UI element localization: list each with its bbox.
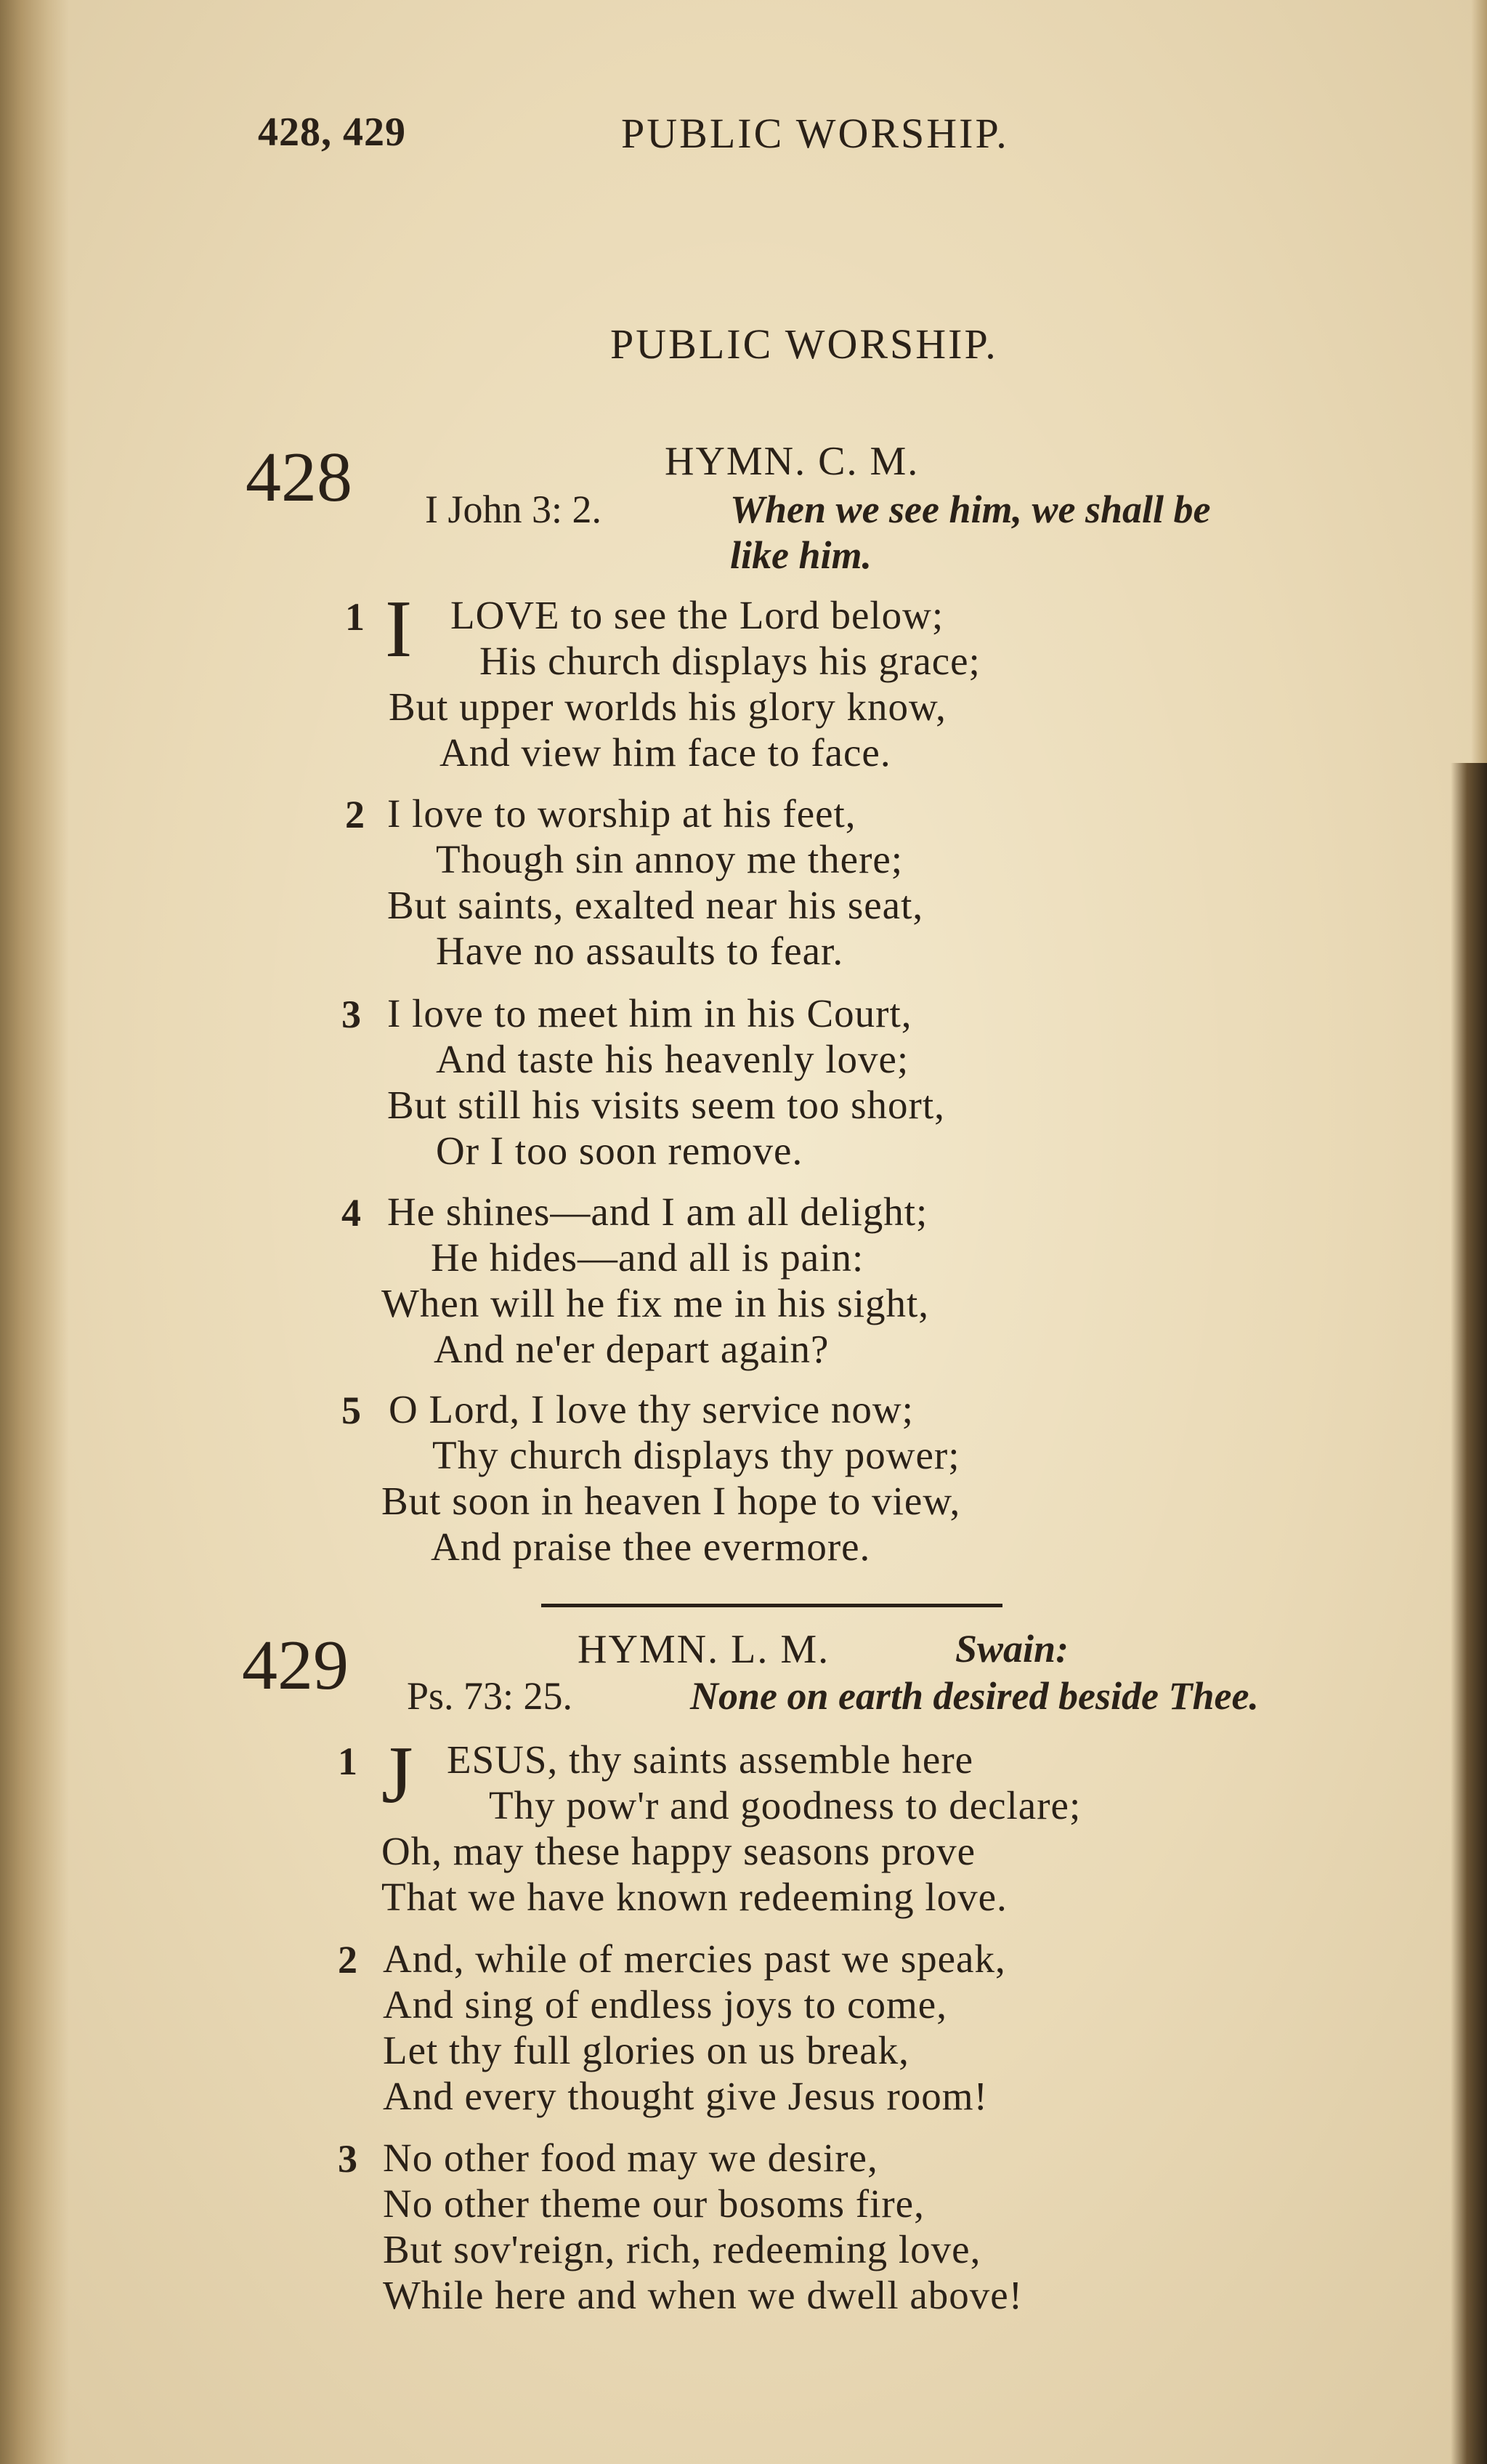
stanza-number: 5 — [341, 1389, 361, 1432]
stanza-number: 2 — [345, 793, 365, 836]
verse-line: No other food may we desire, — [383, 2136, 878, 2180]
stanza-number: 4 — [341, 1191, 361, 1235]
hymn-number: 429 — [242, 1626, 349, 1705]
verse-line: He shines—and I am all delight; — [387, 1189, 928, 1234]
epigraph-line-1: When we see him, we shall be — [730, 488, 1211, 531]
verse-line: Thy pow'r and goodness to declare; — [489, 1783, 1082, 1827]
verse-line: And, while of mercies past we speak, — [383, 1936, 1006, 1981]
header-page-numbers: 428, 429 — [258, 110, 406, 155]
verse-line: And praise thee evermore. — [431, 1524, 871, 1569]
verse-line: Oh, may these happy seasons prove — [381, 1829, 976, 1873]
hymn-divider — [541, 1604, 1002, 1607]
verse-line: And ne'er depart again? — [434, 1327, 830, 1371]
verse-line: But sov'reign, rich, redeeming love, — [383, 2227, 981, 2271]
stanza-number: 3 — [338, 2137, 357, 2181]
epigraph-line-1: None on earth desired beside Thee. — [690, 1674, 1259, 1718]
verse-line: Let thy full glories on us break, — [383, 2028, 909, 2072]
drop-cap: I — [385, 584, 413, 674]
header-running-title: PUBLIC WORSHIP. — [621, 110, 1009, 157]
section-title: PUBLIC WORSHIP. — [610, 320, 998, 368]
stanza-number: 3 — [341, 993, 361, 1036]
stanza-number: 1 — [338, 1740, 357, 1783]
verse-line: I love to meet him in his Court, — [387, 991, 912, 1035]
drop-cap: J — [381, 1730, 413, 1820]
verse-line: No other theme our bosoms fire, — [383, 2181, 925, 2226]
verse-line: I love to worship at his feet, — [387, 791, 856, 836]
hymn-heading: HYMN. L. M. — [578, 1627, 830, 1672]
epigraph-line-2: like him. — [730, 533, 872, 577]
verse-line: He hides—and all is pain: — [431, 1235, 864, 1280]
verse-line: And view him face to face. — [439, 730, 891, 775]
epigraph-continued — [730, 533, 872, 578]
verse-line: While here and when we dwell above! — [383, 2273, 1024, 2317]
verse-line: That we have known redeeming love. — [381, 1875, 1008, 1919]
verse-line: But saints, exalted near his seat, — [387, 883, 924, 927]
verse-line: Or I too soon remove. — [436, 1128, 803, 1173]
tune-name-text: Swain: — [955, 1627, 1069, 1671]
verse-line: Though sin annoy me there; — [436, 837, 904, 881]
epigraph — [690, 1673, 1259, 1718]
verse-line: LOVE to see the Lord below; — [450, 593, 944, 637]
scripture-reference: Ps. 73: 25. — [407, 1674, 573, 1718]
page-edge-shadow-top — [1471, 0, 1487, 763]
page-binding-shadow — [0, 0, 69, 2464]
verse-line: O Lord, I love thy service now; — [389, 1387, 914, 1431]
verse-line: But still his visits seem too short, — [387, 1083, 945, 1127]
verse-line: ESUS, thy saints assemble here — [447, 1737, 974, 1782]
verse-line: And sing of endless joys to come, — [383, 1982, 947, 2027]
verse-line: Have no assaults to fear. — [436, 929, 844, 973]
verse-line: When will he fix me in his sight, — [381, 1281, 930, 1325]
tune-name — [955, 1626, 1069, 1671]
verse-line: And every thought give Jesus room! — [383, 2074, 988, 2118]
verse-line: Thy church displays thy power; — [432, 1433, 960, 1477]
hymn-number: 428 — [246, 438, 352, 517]
verse-line: But soon in heaven I hope to view, — [381, 1479, 961, 1523]
hymn-heading: HYMN. C. M. — [665, 439, 920, 484]
scripture-reference: I John 3: 2. — [425, 488, 601, 531]
verse-line: And taste his heavenly love; — [436, 1037, 909, 1081]
verse-line: His church displays his grace; — [479, 639, 981, 683]
page-edge-shadow — [1451, 763, 1487, 2464]
epigraph — [730, 487, 1211, 532]
stanza-number: 1 — [345, 595, 365, 639]
stanza-number: 2 — [338, 1938, 357, 1982]
verse-line: But upper worlds his glory know, — [389, 684, 947, 729]
